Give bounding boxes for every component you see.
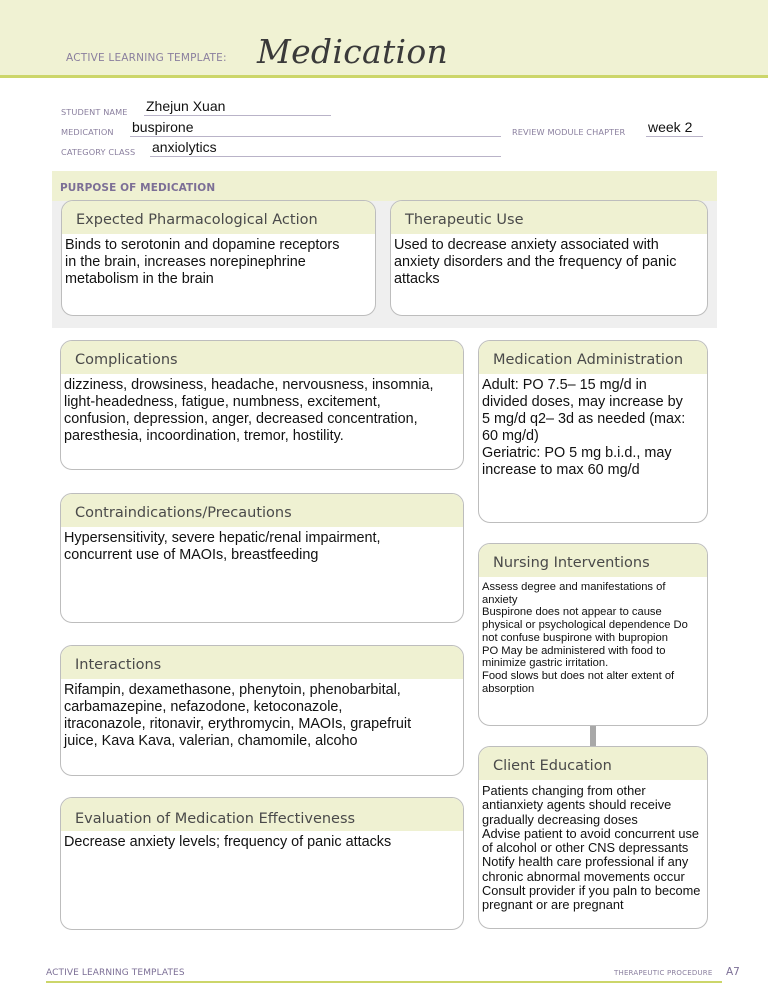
category-class-underline: [150, 156, 501, 157]
purpose-title: PURPOSE OF MEDICATION: [60, 182, 216, 194]
expected-action-card: [61, 200, 376, 316]
therapeutic-use-heading: Therapeutic Use: [391, 201, 707, 234]
review-module-chapter-underline: [646, 136, 703, 137]
medication-label: MEDICATION: [61, 127, 114, 137]
category-class-label: CATEGORY CLASS: [61, 147, 136, 157]
review-module-chapter-label: REVIEW MODULE CHAPTER: [512, 127, 626, 137]
contraindications-text[interactable]: Hypersensitivity, severe hepatic/renal impairment, concurrent use of MAOIs, breastfeeding: [64, 530, 381, 563]
footer-right-text: THERAPEUTIC PROCEDURE: [614, 969, 713, 977]
evaluation-card: [60, 797, 464, 930]
student-name-label: STUDENT NAME: [61, 107, 128, 117]
evaluation-heading: Evaluation of Medication Effectiveness: [61, 798, 463, 831]
page-number: A7: [726, 966, 740, 978]
medication-field[interactable]: buspirone: [132, 119, 194, 135]
category-class-field[interactable]: anxiolytics: [152, 139, 217, 155]
expected-action-heading: Expected Pharmacological Action: [62, 201, 375, 234]
student-name-field[interactable]: Zhejun Xuan: [146, 98, 226, 114]
medication-administration-heading: Medication Administration: [479, 341, 707, 374]
page-title: Medication: [257, 32, 449, 71]
client-education-heading: Client Education: [479, 747, 707, 780]
purpose-header: [52, 171, 717, 201]
contraindications-heading: Contraindications/Precautions: [61, 494, 463, 527]
connector-line: [590, 726, 596, 746]
nursing-interventions-heading: Nursing Interventions: [479, 544, 707, 577]
footer-left-text: ACTIVE LEARNING TEMPLATES: [46, 968, 185, 978]
nursing-interventions-card: [478, 543, 708, 726]
complications-card: [60, 340, 464, 470]
medication-underline: [130, 136, 501, 137]
complications-text[interactable]: dizziness, drowsiness, headache, nervousness, insomnia, light-headedness, fatigue, numbness, excitement, confusion, depression, anger, decreased concentration, paresthesia, incoordination, tremor, hostility.: [64, 377, 434, 444]
complications-heading: Complications: [61, 341, 463, 374]
evaluation-text[interactable]: Decrease anxiety levels; frequency of panic attacks: [64, 834, 392, 850]
medication-administration-text[interactable]: Adult: PO 7.5– 15 mg/d in divided doses, may increase by 5 mg/d q2– 3d as needed (max: 60 mg/d) Geriatric: PO 5 mg b.i.d., may increase to max 60 mg/d: [482, 377, 686, 478]
client-education-card: [478, 746, 708, 929]
client-education-text[interactable]: Patients changing from other antianxiety agents should receive gradually decreasing doses Advise patient to avoid concurrent use of alcohol or other CNS depressants Notify health care professional if any chronic abnormal movements occur Consult provider if you paln to become pregnant or are pregnant: [482, 783, 701, 913]
medication-administration-card: [478, 340, 708, 523]
therapeutic-use-card: [390, 200, 708, 316]
footer-rule: [46, 981, 722, 983]
nursing-interventions-text[interactable]: Assess degree and manifestations of anxiety Buspirone does not appear to cause physical or psychological dependence Do not confuse buspirone with bupropion PO May be administered with food to minimize gastric irritation. Food slows but does not alter extent of absorption: [482, 581, 688, 695]
interactions-card: [60, 645, 464, 776]
interactions-heading: Interactions: [61, 646, 463, 679]
template-label: ACTIVE LEARNING TEMPLATE:: [66, 52, 227, 64]
expected-action-text[interactable]: Binds to serotonin and dopamine receptors in the brain, increases norepinephrine metabolism in the brain: [65, 237, 340, 287]
student-name-underline: [144, 115, 331, 116]
therapeutic-use-text[interactable]: Used to decrease anxiety associated with anxiety disorders and the frequency of panic attacks: [394, 237, 677, 287]
interactions-text[interactable]: Rifampin, dexamethasone, phenytoin, phenobarbital, carbamazepine, nefazodone, ketoconazole, itraconazole, ritonavir, erythromycin, MAOIs, grapefruit juice, Kava Kava, valerian, chamomile, alcoho: [64, 682, 412, 749]
contraindications-card: [60, 493, 464, 623]
review-module-chapter-field[interactable]: week 2: [648, 119, 693, 135]
